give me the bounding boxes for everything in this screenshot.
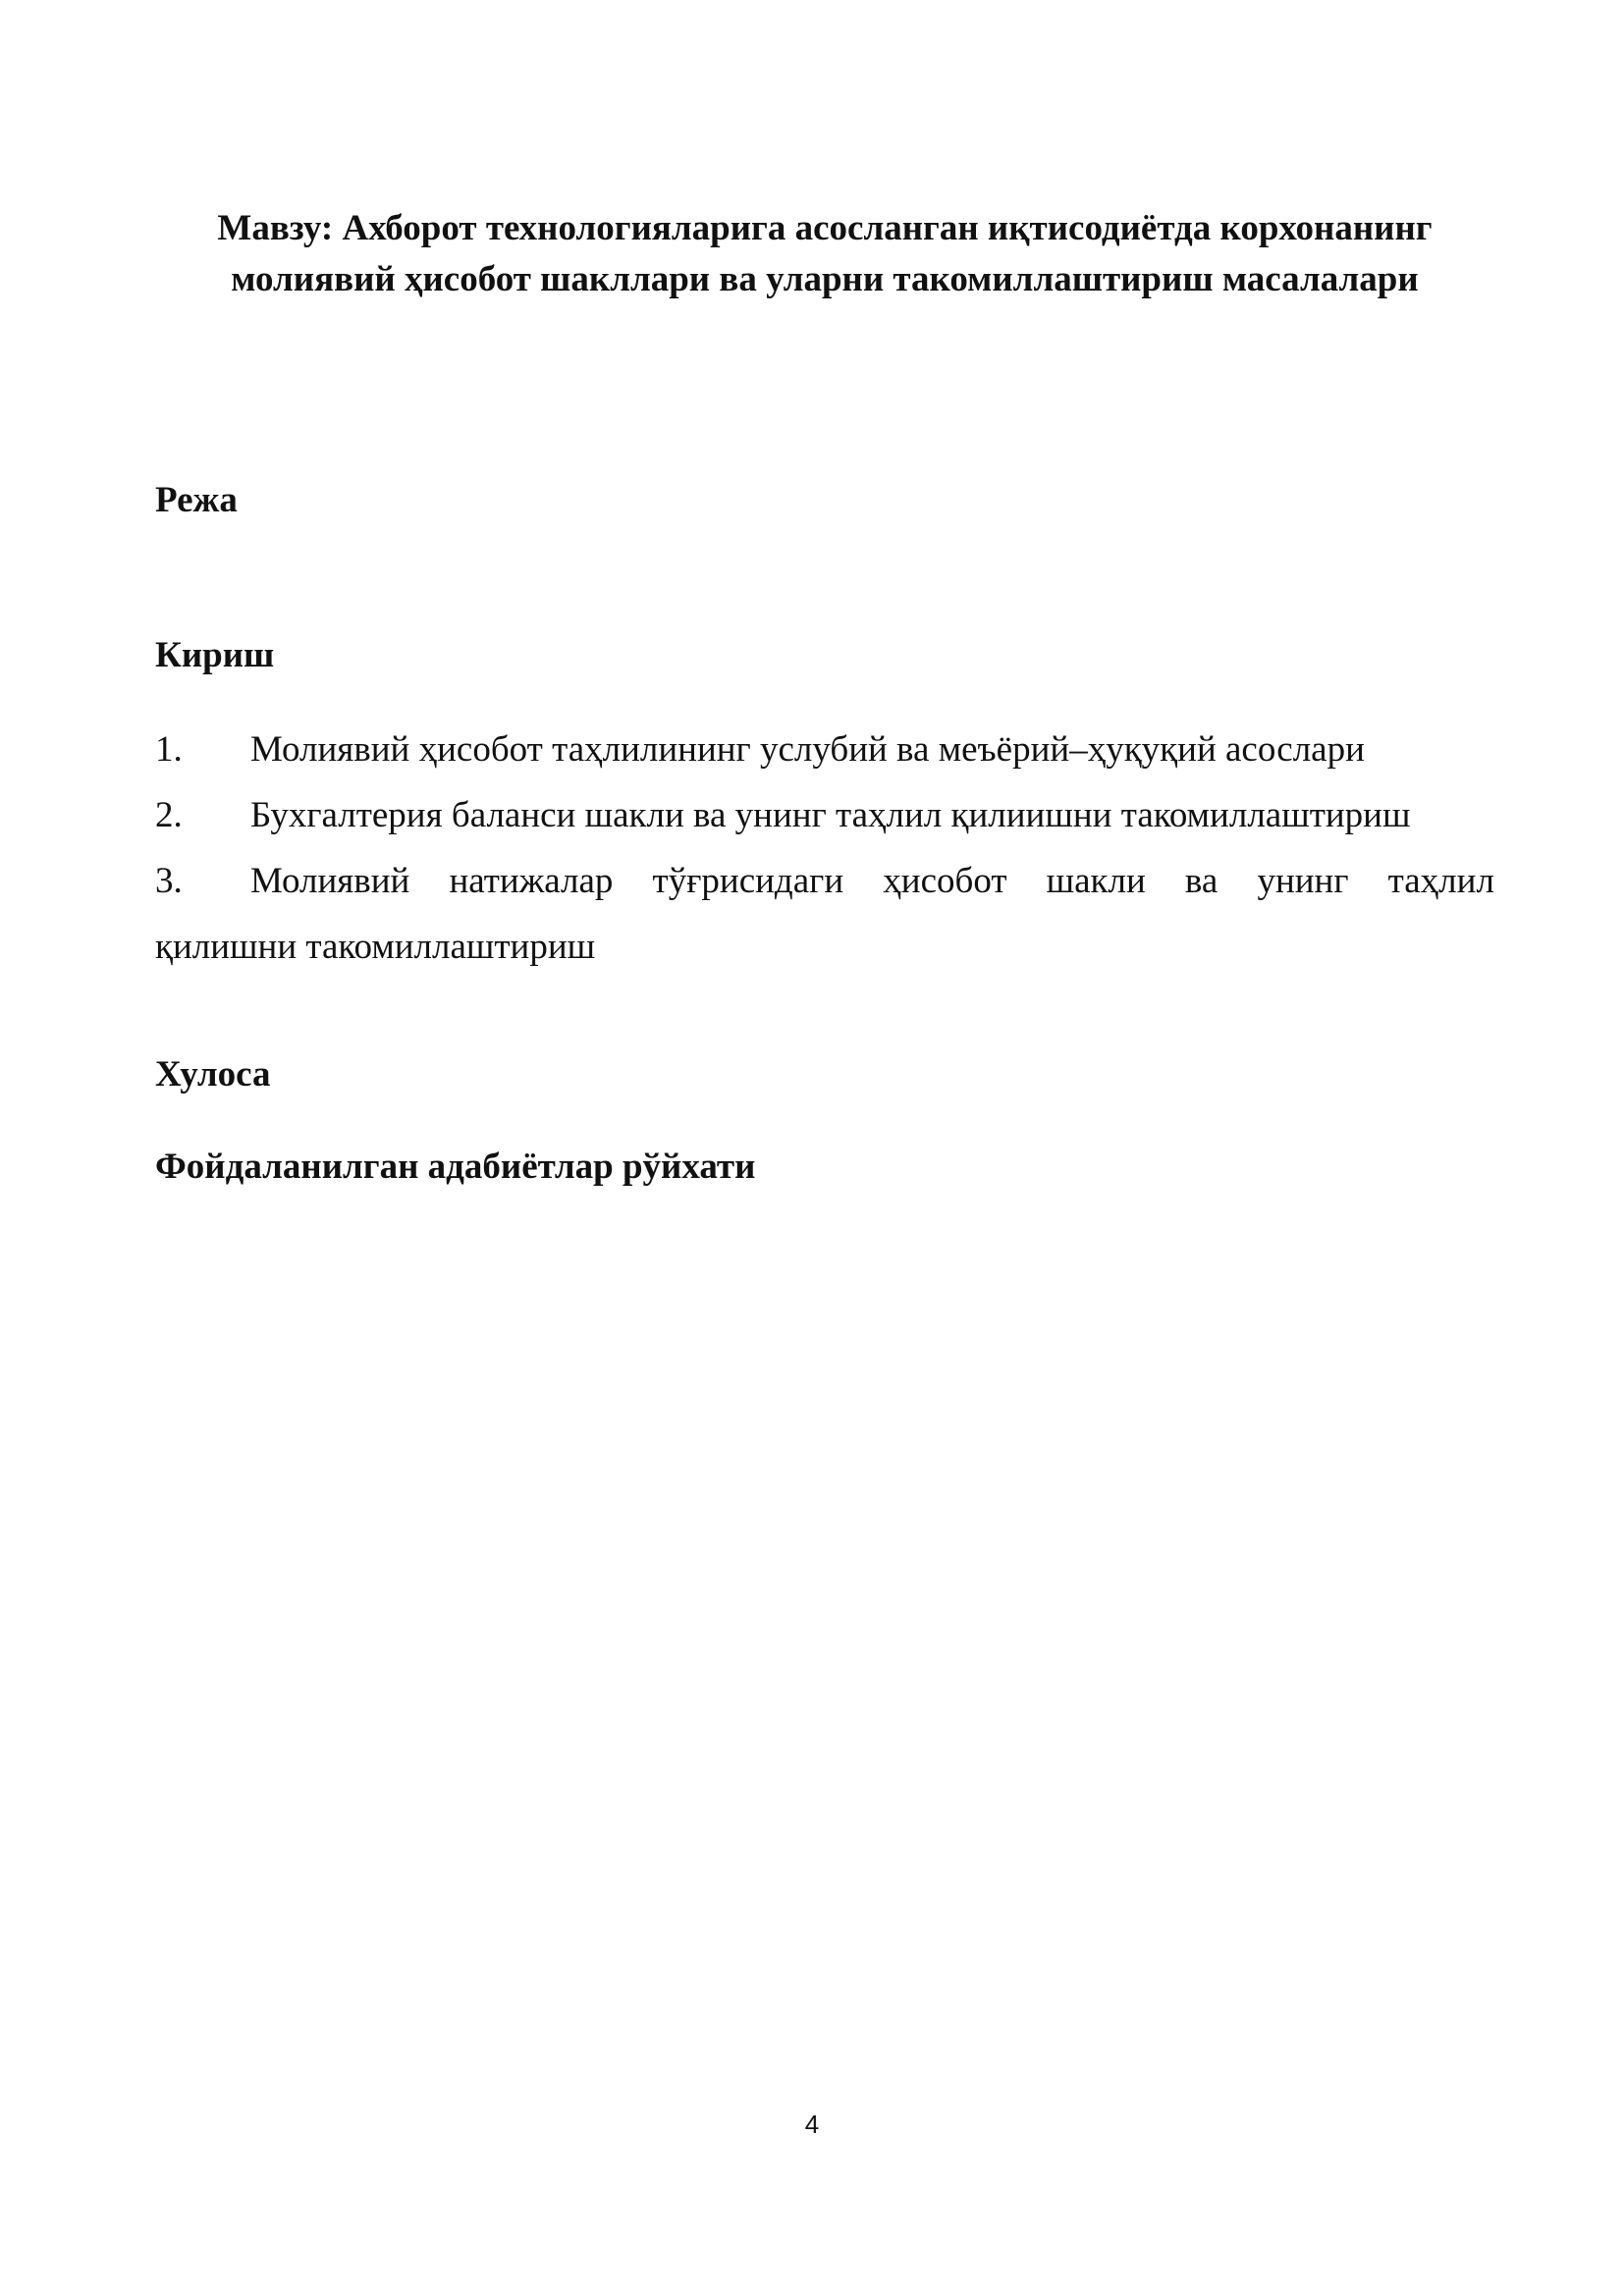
title-line-1: Мавзу: Ахборот технологияларига асосланган иқтисодиётда корхонанинг: [217, 208, 1433, 248]
list-item: [155, 859, 1494, 970]
title-line-2: молиявий ҳисобот шакллари ва уларни такомиллаштириш масалалари: [231, 259, 1419, 299]
list-item-number: 1.: [155, 729, 183, 770]
list-item: [155, 727, 1494, 773]
list-item-text: Бухгалтерия баланси шакли ва унинг таҳлил қилиишни такомиллаштириш: [250, 795, 1411, 835]
list-item-number: 3.: [155, 861, 183, 901]
list-item-word: Молиявий: [250, 861, 410, 901]
conclusion-heading: Хулоса: [155, 1054, 271, 1095]
list-item-word: ҳисобот: [883, 861, 1007, 901]
list-item: [155, 793, 1494, 838]
list-item-text-line-1: [250, 859, 1494, 904]
page-number: 4: [804, 2109, 820, 2139]
intro-heading: Кириш: [155, 635, 275, 675]
references-heading: Фойдаланилган адабиётлар рўйхати: [155, 1147, 756, 1187]
list-item-text-line-2: қилишни такомиллаштириш: [155, 927, 596, 967]
list-item-word: натижалар: [449, 861, 614, 901]
list-item-word: таҳлил: [1387, 861, 1494, 901]
list-item-text: Молиявий ҳисобот таҳлилининг услубий ва меъёрий–ҳуқуқий асослари: [250, 729, 1365, 770]
list-item-word: ва: [1184, 861, 1218, 901]
list-item-word: унинг: [1257, 861, 1349, 901]
list-item-number: 2.: [155, 795, 183, 835]
list-item-word: тўғрисидаги: [652, 861, 844, 901]
plan-heading: Режа: [155, 480, 238, 520]
list-item-word: шакли: [1046, 861, 1146, 901]
document-title: [157, 203, 1492, 305]
